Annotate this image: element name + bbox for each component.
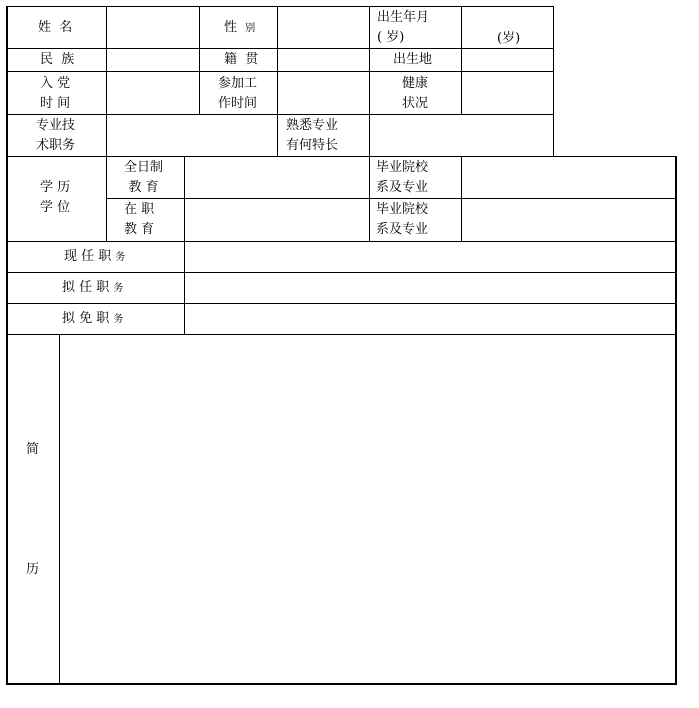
rule [184,156,185,334]
removed-post-label [62,309,123,330]
rule [59,334,60,684]
rule [6,6,8,685]
rule [106,156,107,241]
proposed-post-label [62,278,123,299]
fulltime-label [124,158,163,198]
removed-post-tail: 务 [113,314,124,325]
rule [106,6,107,156]
ethnicity-label [40,50,74,70]
work-start-label-line1: 参加工 [218,76,258,91]
fulltime-label-line2: 教 育 [128,180,159,195]
resume-label-top: 简 [26,442,40,457]
rule [461,156,462,241]
specialty-label-line1: 熟悉专业 [286,118,339,133]
rule [553,6,554,156]
proposed-post-tail: 务 [113,283,124,294]
school-label-fulltime-line1: 毕业院校 [376,160,429,175]
birthplace-label: 出生地 [393,52,433,67]
birth-label-line2: ( 岁) [377,30,405,45]
school-label-fulltime-line2: 系及专业 [376,180,429,195]
age-value: (岁) [497,31,521,46]
rule [106,198,676,199]
native-place-label [224,50,258,70]
native-place-label-char: 贯 [245,52,259,67]
tech-title-label [36,116,75,156]
rule [6,241,676,242]
gender-label [224,18,255,39]
school-label-inservice-line1: 毕业院校 [376,202,429,217]
specialty-label-line2: 有何特长 [286,138,339,153]
birth-label [377,8,429,48]
rule [277,6,278,156]
party-label [40,74,70,114]
rule [6,303,676,304]
ethnicity-label-char: 族 [61,52,75,67]
specialty-label [286,116,338,156]
current-post-tail: 务 [115,252,126,263]
rule [6,71,554,72]
gender-label-char: 别 [245,23,256,34]
school-label-fulltime [376,158,428,198]
rule [461,6,462,114]
school-label-inservice [376,200,428,240]
inservice-label-line1: 在 职 [124,202,155,217]
health-label-line2: 状况 [402,96,429,111]
education-group-label [40,178,70,218]
current-post-label [64,247,125,268]
fulltime-label-line1: 全日制 [124,160,164,175]
school-label-inservice-line2: 系及专业 [376,222,429,237]
name-label-char: 名 [59,20,73,35]
rule [199,6,200,114]
proposed-post-main: 拟 任 职 [62,280,110,295]
rule [369,6,370,156]
birth-label-line1: 出生年月 [377,10,430,25]
resume-label-bottom: 历 [26,562,40,577]
rule [6,114,554,115]
rule [6,272,676,273]
rule [6,48,554,49]
current-post-main: 现 任 职 [64,249,112,264]
rule [675,156,677,685]
name-label [38,18,72,38]
name-label-char: 姓 [38,20,52,35]
native-place-label-char: 籍 [224,52,238,67]
work-start-label [218,74,257,114]
gender-label-char: 性 [224,20,238,35]
work-start-label-line2: 作时间 [218,96,258,111]
inservice-label-line2: 教 育 [124,222,155,237]
health-label-line1: 健康 [402,76,429,91]
education-group-line2: 学 位 [40,200,71,215]
inservice-label [124,200,154,240]
education-group-line1: 学 历 [40,180,71,195]
removed-post-main: 拟 免 职 [62,311,110,326]
tech-title-label-line1: 专业技 [36,118,76,133]
rule [6,683,676,685]
party-label-line1: 入 党 [40,76,71,91]
ethnicity-label-char: 民 [40,52,54,67]
party-label-line2: 时 间 [40,96,71,111]
health-label [402,74,428,114]
rule [6,6,554,7]
tech-title-label-line2: 术职务 [36,138,76,153]
rule [369,156,370,241]
rule [6,334,676,335]
